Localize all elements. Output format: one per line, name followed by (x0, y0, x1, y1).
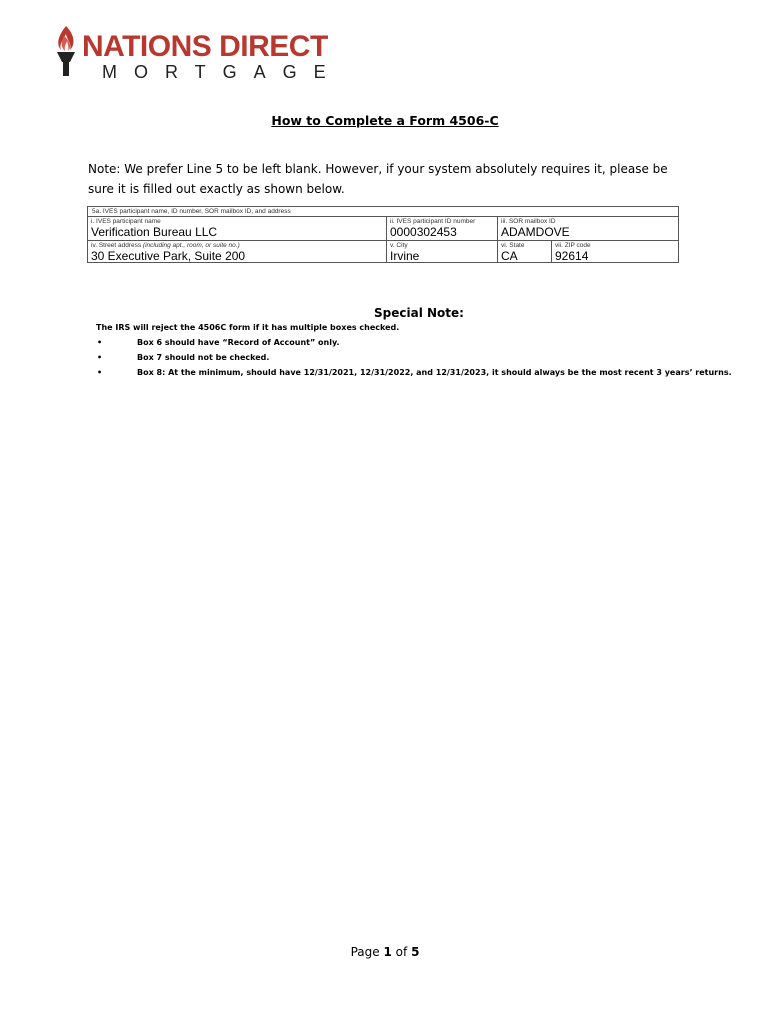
logo-text-mortgage: MORTGAGE (102, 62, 343, 82)
ives-name-value: Verification Bureau LLC (91, 225, 218, 239)
form-header-label: 5a. IVES participant name, ID number, SOR mailbox ID, and address (88, 207, 678, 217)
logo-text-brand: NATIONS DIRECT (82, 30, 328, 63)
street-label: iv. Street address (including apt., room, or suite no.) (91, 242, 240, 249)
form-line-5a-example (87, 206, 679, 263)
sor-mailbox-cell (497, 217, 678, 240)
ives-name-cell (88, 217, 386, 240)
state-label: vi. State (501, 242, 525, 249)
list-item: • Box 7 should not be checked. (97, 353, 270, 362)
ives-id-label: ii. IVES participant ID number (390, 218, 476, 225)
zip-cell (551, 241, 678, 263)
state-value: CA (501, 249, 518, 263)
street-cell (88, 241, 386, 263)
special-note-heading: Special Note: (374, 306, 464, 320)
sor-mailbox-value: ADAMDOVE (501, 225, 570, 239)
city-label: v. City (390, 242, 408, 249)
page-total: 5 (411, 945, 420, 959)
company-logo (52, 24, 352, 84)
bullet-icon: • (97, 338, 103, 347)
zip-label: vii. ZIP code (555, 242, 591, 249)
torch-icon (52, 24, 80, 80)
city-cell (386, 241, 497, 263)
document-title: How to Complete a Form 4506-C (271, 113, 499, 128)
list-item: • Box 8: At the minimum, should have 12/31/2021, 12/31/2022, and 12/31/2023, it should always be the most recent 3 years’ returns. (97, 368, 732, 377)
bullet-icon: • (97, 368, 103, 377)
bullet-icon: • (97, 353, 103, 362)
special-note-list (96, 338, 732, 383)
city-value: Irvine (390, 249, 420, 263)
page-number: 1 (383, 945, 392, 959)
ives-id-cell (386, 217, 497, 240)
note-paragraph: Note: We prefer Line 5 to be left blank. However, if your system absolutely requires it, please be sure it is filled out exactly as shown below. (88, 162, 668, 196)
ives-name-label: i. IVES participant name (91, 218, 161, 225)
zip-value: 92614 (555, 249, 589, 263)
ives-id-value: 0000302453 (390, 225, 457, 239)
list-item: • Box 6 should have “Record of Account” only. (97, 338, 340, 347)
sor-mailbox-label: iii. SOR mailbox ID (501, 218, 556, 225)
street-value: 30 Executive Park, Suite 200 (91, 249, 246, 263)
special-note-intro: The IRS will reject the 4506C form if it has multiple boxes checked. (96, 323, 400, 332)
state-cell (497, 241, 551, 263)
page-footer: Page 1 of 5 (350, 945, 420, 959)
